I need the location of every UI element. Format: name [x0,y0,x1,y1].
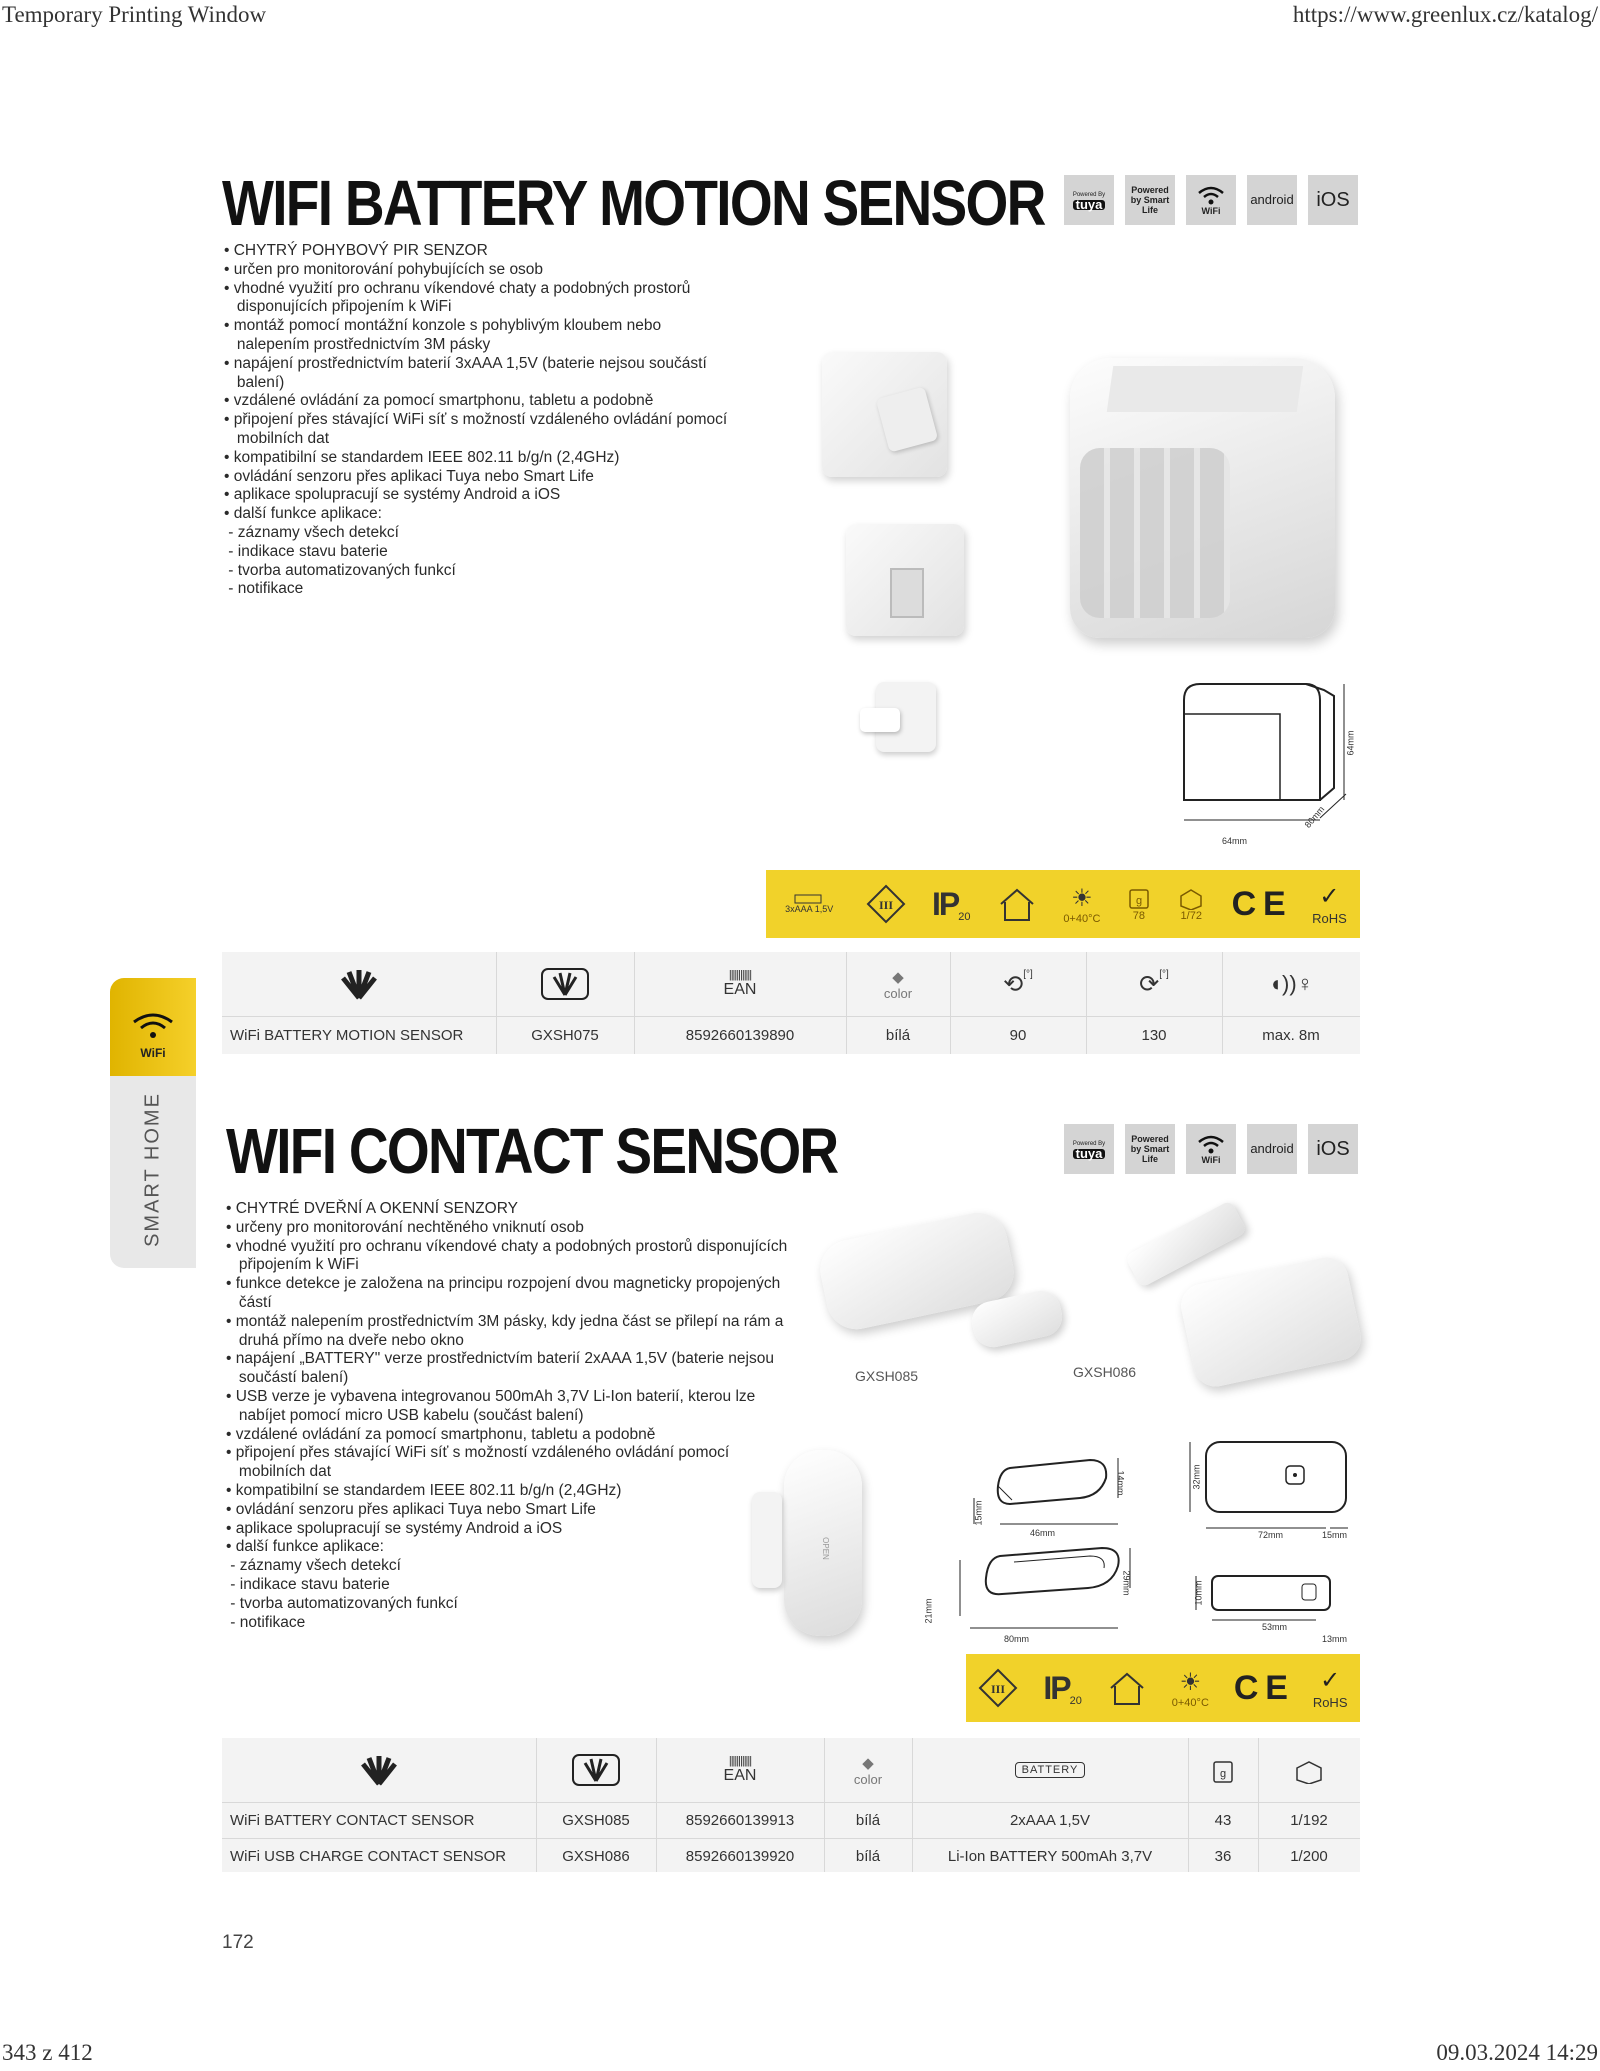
product-code-icon [496,952,634,1016]
dimension-drawing-086 [1176,1438,1362,1648]
logo-icon [222,1738,536,1802]
dim-32: 32mm [1191,1464,1202,1490]
feature-item: částí [226,1293,272,1311]
table-cell-color: bílá [855,1811,881,1829]
dim-80: 80mm [1004,1634,1030,1644]
ios-badge: iOS [1308,1124,1358,1174]
battery-icon [794,894,824,904]
ip-rating: IP 20 [932,885,971,923]
product-photo-gxsh085 [822,1206,1022,1366]
wifi-badge: WiFi [1186,175,1236,225]
table-cell-code: GXSH075 [531,1026,599,1044]
ean-header: |||||||||||| EAN [723,969,757,998]
detection-angle-header: ⟲ [°] [1003,968,1033,998]
feature-item: disponujících připojením k WiFi [224,298,452,316]
feature-item: • další funkce aplikace: [226,1538,384,1556]
box-icon [1177,886,1205,910]
product-photo-gxsh086 [1126,1206,1360,1376]
svg-text:III: III [878,898,893,912]
table-cell-ean: 8592660139913 [685,1811,795,1829]
table-cell-range: max. 8m [1262,1026,1320,1044]
box-icon [1258,1738,1360,1802]
table-cell-name: WiFi BATTERY CONTACT SENSOR [230,1811,475,1829]
feature-list [224,242,784,599]
wifi-icon [130,1008,176,1047]
ios-badge: iOS [1308,175,1358,225]
dim-15: 15mm [973,1500,984,1526]
feature-item: mobilních dat [226,1463,332,1481]
detection-angle-vertical-header: ⟳ [°] [1139,968,1169,998]
window-title: Temporary Printing Window [2,2,267,27]
paint-drop-icon: ◆ [862,1754,874,1772]
color-header: ◆ color [883,968,913,1001]
dim-46: 46mm [1030,1528,1056,1538]
barcode-icon: |||||||||||| [728,969,752,981]
feature-item: • CHYTRÝ POHYBOVÝ PIR SENZOR [224,242,488,259]
table-cell-battery: 2xAAA 1,5V [1009,1811,1091,1829]
table-cell-color: bílá [855,1847,881,1865]
feature-list-2 [226,1200,826,1632]
sidebar-section-tab [110,1076,196,1268]
svg-text:g: g [1219,1768,1227,1780]
product-table [222,952,1360,1054]
feature-item: nabíjet pomocí micro USB kabelu (součást balení) [226,1406,584,1424]
dim-width: 64mm [1222,836,1248,846]
range-icon: ◖))♀ [1268,971,1314,996]
feature-item: - tvorba automatizovaných funkcí [224,561,456,579]
indoor-icon [1107,1670,1147,1706]
thermometer-icon: ☀ [1179,1668,1202,1696]
feature-item: - tvorba automatizovaných funkcí [226,1594,458,1612]
feature-item: - notifikace [226,1613,306,1631]
tuya-badge: Powered By tuya [1064,1124,1114,1174]
protection-class-icon [978,1668,1018,1708]
spec-strip-2 [966,1654,1360,1722]
table-cell-name: WiFi BATTERY MOTION SENSOR [230,1026,464,1044]
table-cell-angle-v: 130 [1141,1026,1167,1044]
feature-item: • napájení prostřednictvím baterií 3xAAA 1,5V (baterie nejsou součástí [224,354,707,372]
feature-item: • ovládání senzoru přes aplikaci Tuya nebo Smart Life [226,1500,596,1518]
table-cell-code: GXSH086 [562,1847,630,1865]
logo-icon [222,952,496,1016]
temperature-spec: ☀ 0+40°C [1171,1668,1209,1709]
color-header: ◆ color [853,1754,883,1787]
product-photo-back [846,524,964,636]
product-photo-main [1070,358,1335,638]
dimension-drawing [1176,680,1362,850]
paint-drop-icon: ◆ [892,968,904,986]
product-code-icon [536,1738,656,1802]
section-label: SMART HOME [141,1092,164,1247]
feature-item: • připojení přes stávající WiFi síť s možností vzdáleného ovládání pomocí [226,1444,730,1462]
feature-item: - indikace stavu baterie [226,1575,390,1593]
rohs-mark: ✓ RoHS [1312,883,1347,926]
check-icon: ✓ [1320,1667,1341,1694]
weight-spec: g 78 [1127,886,1151,922]
dim-13: 13mm [1322,1634,1348,1644]
dim-10: 10mm [1193,1580,1204,1606]
svg-text:III: III [991,1682,1006,1696]
wifi-badge: WiFi [1186,1124,1236,1174]
feature-item: • určen pro monitorování pohybujících se osob [224,260,544,278]
battery-icon: BATTERY [1015,1762,1086,1778]
product-title: WIFI BATTERY MOTION SENSOR [222,167,1045,239]
page-number: 172 [222,1932,254,1953]
ip-rating: IP 20 [1043,1669,1082,1707]
dim-29: 29mm [1121,1570,1132,1596]
feature-item: • vzdálené ovládání za pomocí smartphonu, tabletu a podobně [226,1425,656,1443]
feature-item: • kompatibilní se standardem IEEE 802.11 b/g/n (2,4GHz) [224,448,620,466]
feature-item: nalepením prostřednictvím 3M pásky [224,335,491,353]
product-table-2 [222,1738,1360,1872]
table-cell-pack: 1/200 [1290,1847,1328,1865]
mount-bracket-photo [860,678,942,756]
sidebar-wifi-tab: WiFi [110,978,196,1076]
print-datetime: 09.03.2024 14:29 [1436,2040,1598,2065]
feature-item: balení) [224,373,285,391]
weight-icon [1188,1738,1258,1802]
compatibility-badges-2 [1064,1124,1360,1176]
label-gxsh086: GXSH086 [1073,1364,1137,1380]
table-cell-name: WiFi USB CHARGE CONTACT SENSOR [230,1847,507,1865]
ce-mark: C E [1233,1668,1288,1707]
table-cell-ean: 8592660139890 [685,1026,795,1044]
battery-spec: 3xAAA 1,5V [779,894,839,914]
label-gxsh085: GXSH085 [855,1368,919,1384]
dim-53: 53mm [1262,1622,1288,1632]
barcode-icon: |||||||||||| [728,1755,752,1767]
dim-14: 14mm [1115,1470,1126,1496]
compatibility-badges [1064,175,1360,227]
feature-item: • vhodné využití pro ochranu víkendové chaty a podobných prostorů [224,279,691,297]
feature-item: • montáž pomocí montážní konzole s pohyblivým kloubem nebo [224,317,662,335]
feature-item: druhá přímo na dveře nebo okno [226,1331,464,1349]
rohs-mark: ✓ RoHS [1312,1667,1348,1710]
package-spec: 1/72 [1177,886,1205,922]
feature-item: • napájení „BATTERY" verze prostřednictvím baterií 2xAAA 1,5V (baterie nejsou [226,1350,774,1368]
table-cell-battery: Li-Ion BATTERY 500mAh 3,7V [947,1847,1153,1865]
feature-item: • CHYTRÉ DVEŘNÍ A OKENNÍ SENZORY [226,1200,518,1217]
feature-item: připojením k WiFi [226,1256,359,1274]
table-cell-weight: 43 [1214,1811,1232,1829]
product-title-2: WIFI CONTACT SENSOR [226,1115,838,1187]
thermometer-icon: ☀ [1071,884,1093,912]
dim-15b: 15mm [1322,1530,1348,1540]
feature-item: • vzdálené ovládání za pomocí smartphonu, tabletu a podobně [224,392,654,410]
feature-item: mobilních dat [224,429,330,447]
feature-item: • další funkce aplikace: [224,505,382,523]
feature-item: - indikace stavu baterie [224,542,388,560]
product-photo-mounted: OPEN [744,1444,874,1640]
dim-depth: 80mm [1302,804,1327,830]
angle-icon: ⟳ [1139,970,1160,998]
feature-item: - notifikace [224,580,304,598]
feature-item: součástí balení) [226,1369,349,1387]
table-cell-angle-h: 90 [1009,1026,1027,1044]
feature-item: • aplikace spolupracují se systémy Android a iOS [224,486,561,504]
dim-21: 21mm [923,1598,934,1624]
android-badge: android [1247,1124,1297,1174]
feature-item: • funkce detekce je založena na principu rozpojení dvou magneticky propojených [226,1275,781,1293]
product-photo-side [822,352,947,477]
smartlife-badge: Powered by Smart Life [1125,1124,1175,1174]
angle-icon: ⟲ [1003,970,1024,998]
feature-item: • připojení přes stávající WiFi síť s možností vzdáleného ovládání pomocí [224,411,728,429]
ce-mark: C E [1231,884,1286,923]
tuya-badge: Powered By tuya [1064,175,1114,225]
table-cell-pack: 1/192 [1290,1811,1328,1829]
android-badge: android [1247,175,1297,225]
table-cell-color: bílá [885,1026,911,1044]
smartlife-badge: Powered by Smart Life [1125,175,1175,225]
dim-72: 72mm [1258,1530,1284,1540]
feature-item: - záznamy všech detekcí [224,523,399,541]
page-url[interactable]: https://www.greenlux.cz/katalog/ [1292,2,1598,27]
indoor-icon [997,886,1037,922]
dim-height: 64mm [1345,730,1356,756]
battery-header [912,1738,1188,1802]
table-cell-weight: 36 [1214,1847,1232,1865]
table-cell-code: GXSH085 [562,1811,630,1829]
weight-icon [1127,886,1151,910]
check-icon: ✓ [1319,883,1340,910]
spec-strip [766,870,1360,938]
svg-text:g: g [1135,895,1142,907]
wifi-icon [1196,1133,1226,1155]
feature-item: • USB verze je vybavena integrovanou 500mAh 3,7V Li-Ion baterií, kterou lze [226,1387,756,1405]
page-counter: 343 z 412 [2,2040,93,2065]
feature-item: • vhodné využití pro ochranu víkendové chaty a podobných prostorů disponujících [226,1237,788,1255]
feature-item: - záznamy všech detekcí [226,1557,401,1575]
dimension-drawing-085 [940,1438,1140,1638]
feature-item: • aplikace spolupracují se systémy Android a iOS [226,1519,563,1537]
wifi-icon [1196,184,1226,206]
feature-item: • určeny pro monitorování nechtěného vniknutí osob [226,1218,584,1236]
ean-header: |||||||||||| EAN [723,1755,757,1784]
feature-item: • montáž nalepením prostřednictvím 3M pásky, kdy jedna část se přilepí na rám a [226,1312,784,1330]
feature-item: • kompatibilní se standardem IEEE 802.11 b/g/n (2,4GHz) [226,1481,622,1499]
temperature-spec: ☀ 0+40°C [1063,884,1101,925]
table-cell-ean: 8592660139920 [685,1847,795,1865]
feature-item: • ovládání senzoru přes aplikaci Tuya nebo Smart Life [224,467,594,485]
protection-class-icon [866,884,906,924]
